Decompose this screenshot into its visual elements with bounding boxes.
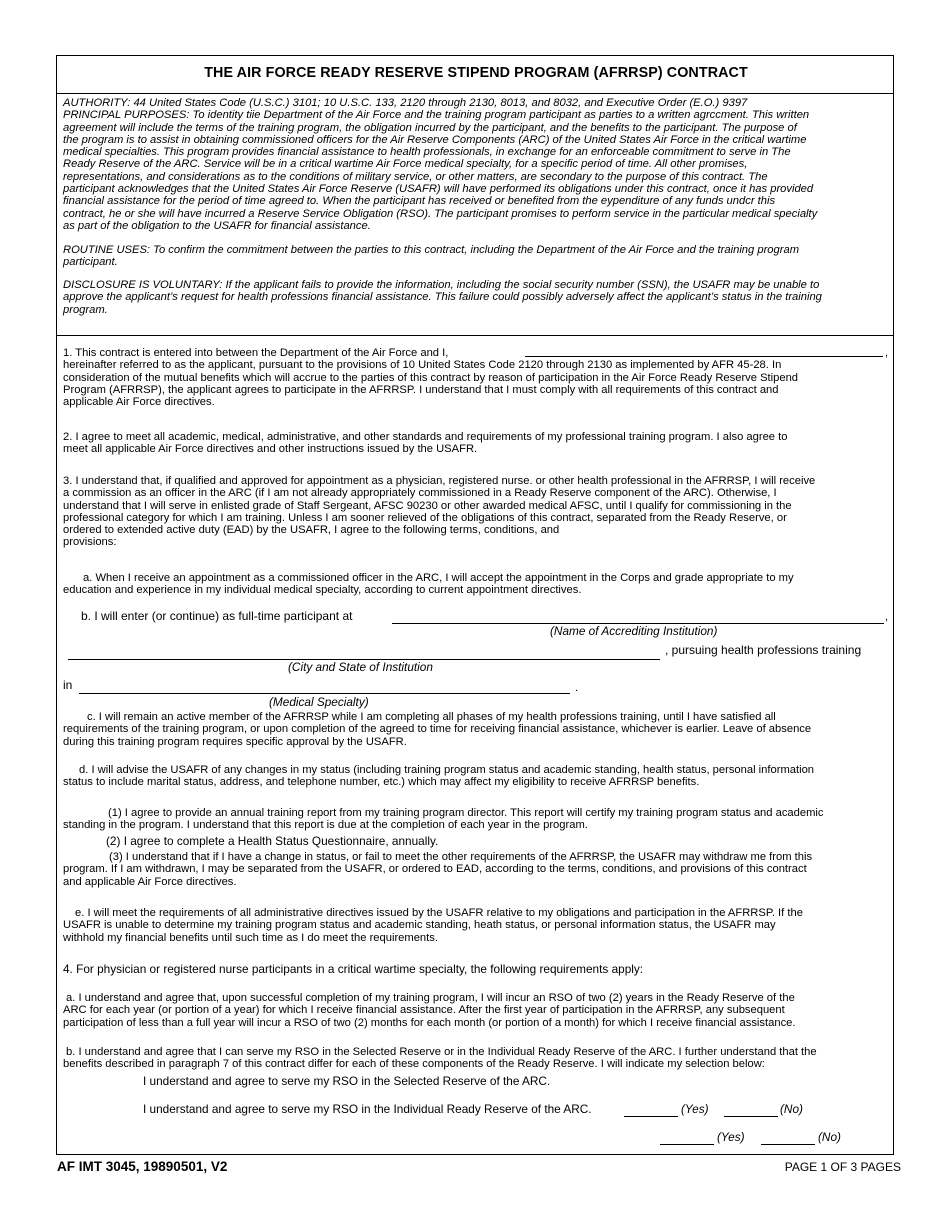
text-line: meet all applicable Air Force directives and other instructions issued by the USAFR. — [63, 443, 478, 456]
contract-form — [56, 55, 894, 1155]
text-line: during this training program requires specific approval by the USAFR. — [63, 735, 407, 748]
form-id: AF IMT 3045, 19890501, V2 — [57, 1159, 228, 1174]
option2-yes-field[interactable] — [660, 1144, 714, 1145]
in-label: in — [63, 678, 73, 692]
text-line: requirements of the training program, or upon completion of the agreed to time for receiving financial assistance, whichever is earlier. Leave of absence — [63, 723, 812, 736]
specialty-period: . — [575, 682, 579, 694]
text-line: 3. I understand that, if qualified and approved for appointment as a physician, registered nurse. or other health professional in the AFRRSP, I will receive — [63, 475, 816, 487]
paragraph-3c — [63, 711, 811, 748]
text-line: benefits described in paragraph 7 of this contract differ for each of these components of the Ready Reserve. I will indicate my selection below: — [63, 1058, 765, 1071]
specialty-caption: (Medical Specialty) — [269, 695, 369, 709]
text-line: contract, he or she will have incurred a Reserve Service Obligation (RSO). The participant promises to perform service in the particular medical specialty — [63, 207, 818, 220]
text-line: c. I will remain an active member of the AFRRSP while I am completing all phases of my health professions training, until I have satisfied all — [87, 711, 776, 723]
paragraph-3e — [63, 907, 803, 944]
paragraph-3d — [63, 764, 814, 789]
option-individual-reserve: I understand and agree to serve my RSO in the Individual Ready Reserve of the ARC. — [143, 1102, 592, 1116]
text-line: participant. — [63, 256, 118, 269]
text-line: consideration of the mutual benefits which will accrue to the parties of this contract by reason of participation in the Air Force Ready Reserve Stipend — [63, 371, 799, 384]
text-line: a. When I receive an appointment as a commissioned officer in the ARC, I will accept the appointment in the Corps and grade appropriate to my — [83, 572, 794, 584]
text-line: understand that I will serve in enlisted grade of Staff Sergeant, AFSC 90230 or other awarded medical AFSC, until I qualify for commissioning in the — [63, 499, 792, 512]
text-line: d. I will advise the USAFR of any changes in my status (including training program status and academic standing, health status, personal information — [79, 764, 815, 776]
option1-yes-label: (Yes) — [681, 1102, 709, 1116]
text-line: participation of less than a full year will incur a RSO of two (2) months for each month (or portion of a month) for which I receive financial assistance. — [63, 1016, 796, 1029]
text-line: the program is to assist in obtaining commissioned officers for the Air Reserve Components (ARC) of the United States Air Force in the critical wartime — [63, 133, 807, 146]
text-line: withhold my financial benefits until such time as I do meet the requirements. — [63, 931, 438, 944]
option1-no-field[interactable] — [724, 1116, 778, 1117]
medical-specialty-field[interactable] — [79, 693, 570, 694]
pursuing-text: , pursuing health professions training — [665, 643, 862, 657]
paragraph-3a — [63, 572, 794, 597]
text-line: applicable Air Force directives. — [63, 396, 215, 409]
text-line: financial assistance for the period of time agreed to. When the participant has received or benefited from the eypenditure of any funds undcr this — [63, 195, 776, 208]
text-line: a. I understand and agree that, upon successful completion of my training program, I will incur an RSO of two (2) years in the Ready Reserve of the — [66, 992, 795, 1004]
paragraph-4: 4. For physician or registered nurse participants in a critical wartime specialty, the following requirements apply: — [63, 962, 644, 976]
paragraph-4a — [63, 992, 796, 1029]
text-line: USAFR is unable to determine my training program status and academic standing, heath status, or personal information status, the USAFR may — [63, 919, 776, 932]
paragraph-3d3 — [63, 851, 812, 888]
paragraph-3 — [63, 475, 815, 549]
privacy-divider — [57, 335, 893, 336]
text-line: Program (AFRRSP), the applicant agrees to participate in the AFRRSP. I understand that I must comply with all requirements of this contract and — [63, 383, 779, 396]
text-line: PRINCIPAL PURPOSES: To identity tiie Department of the Air Force and the training program participant as parties to a written agrccment. This written — [63, 109, 810, 122]
text-line: a commission as an officer in the ARC (if I am not already appropriately commissioned in a Ready Reserve component of the ARC). Otherwise, I — [63, 487, 777, 500]
option2-yes-label: (Yes) — [717, 1130, 745, 1144]
option1-no-label: (No) — [780, 1102, 803, 1116]
paragraph-3d2: (2) I agree to complete a Health Status Questionnaire, annually. — [106, 834, 439, 848]
text-line: and applicable Air Force directives. — [63, 875, 237, 888]
text-line: (1) I agree to provide an annual training report from my training program director. This report will certify my training program status and academic — [108, 807, 824, 819]
text-line: ARC for each year (or portion of a year) for which I receive financial assistance. After the first year of participation in the AFRRSP, any subsequent — [63, 1004, 785, 1017]
paragraph-2 — [63, 431, 787, 456]
text-line: AUTHORITY: 44 United States Code (U.S.C.) 3101; 10 U.S.C. 133, 2120 through 2130, 8013, and 8032, and Executive Order (E.O.) 9397 — [63, 97, 748, 109]
applicant-name-field[interactable] — [525, 356, 883, 357]
text-line: 2. I agree to meet all academic, medical, administrative, and other standards and requirements of my professional training program. I also agree to — [63, 431, 788, 443]
text-line: hereinafter referred to as the applicant, pursuant to the provisions of 10 United States Code 2120 through 2130 as implemented by AFR 45-28. In — [63, 359, 782, 372]
text-line: ROUTINE USES: To confirm the commitment between the parties to this contract, including the Department of the Air Force and the training program — [63, 244, 800, 256]
page-number: PAGE 1 OF 3 PAGES — [784, 1160, 901, 1174]
option1-yes-field[interactable] — [624, 1116, 678, 1117]
option2-no-label: (No) — [818, 1130, 841, 1144]
text-line: 1. This contract is entered into between the Department of the Air Force and I, — [63, 347, 449, 359]
text-line: agreement will include the terms of the training program, the obligation incurred by the participant, and the benefits to the participant. The purpose of — [63, 121, 797, 134]
title-divider — [57, 93, 893, 94]
text-line: ordered to extended active duty (EAD) by the USAFR, I agree to the following terms, conditions, and — [63, 524, 560, 537]
text-line: e. I will meet the requirements of all administrative directives issued by the USAFR relative to my obligations and participation in the AFRRSP. If the — [75, 907, 803, 919]
institution-caption: (Name of Accrediting Institution) — [550, 624, 718, 638]
text-line: standing in the program. I understand that this report is due at the completion of each year in the program. — [63, 819, 588, 832]
institution-comma: , — [885, 611, 889, 623]
paragraph-3d1 — [63, 807, 824, 832]
option2-no-field[interactable] — [761, 1144, 815, 1145]
text-line: professional category for which I am training. Unless I am sooner relieved of the obligations of this contract, separated from the Ready Reserve, or — [63, 511, 787, 524]
text-line: as part of the obligation to the USAFR for financial assistance. — [63, 219, 371, 232]
text-line: participant acknowledges that the United States Air Force Reserve (USAFR) will have performed its obligations under this contract, once it has provided — [63, 183, 814, 196]
form-title: THE AIR FORCE READY RESERVE STIPEND PROGRAM (AFRRSP) CONTRACT — [204, 65, 748, 81]
text-line: b. I understand and agree that I can serve my RSO in the Selected Reserve or in the Individual Ready Reserve of the ARC. I further understand that the — [66, 1046, 817, 1058]
paragraph-4b — [63, 1046, 817, 1071]
paragraph-3b-lead: b. I will enter (or continue) as full-time participant at — [81, 609, 353, 623]
text-line: status to include marital status, address, and telephone number, etc.) which may affect my eligibility to receive AFRRSP benefits. — [63, 776, 700, 789]
option-selected-reserve: I understand and agree to serve my RSO in the Selected Reserve of the ARC. — [143, 1074, 551, 1088]
privacy-disclosure — [63, 279, 822, 316]
text-line: (3) I understand that if I have a change in status, or fail to meet the other requirements of the AFRRSP, the USAFR may withdraw me from this — [109, 851, 813, 863]
privacy-authority-lines — [63, 97, 817, 232]
text-line: medical specialties. This program provides financial assistance to health professionals, in exchange for an enforceable commitment to serve in The — [63, 146, 791, 159]
name-comma: , — [885, 347, 889, 359]
text-line: approve the applicant’s request for health professions financial assistance. This failure could possibly adversely affect the applicant’s status in the training — [63, 291, 822, 304]
text-line: representations, and considerations as to the conditions of military service, or other matters, are secondary to the purpose of this contract. The — [63, 170, 768, 183]
text-line: DISCLOSURE IS VOLUNTARY: If the applicant fails to provide the information, including the social security number (SSN), the USAFR may be unable to — [63, 279, 820, 291]
text-line: program. If I am withdrawn, I may be separated from the USAFR, or ordered to EAD, according to the terms, conditions, and provisions of this contract — [63, 863, 807, 876]
privacy-routine-uses — [63, 244, 799, 269]
city-caption: (City and State of Institution — [288, 660, 433, 674]
text-line: program. — [63, 303, 108, 316]
text-line: education and experience in my individual medical specialty, according to current appointment directives. — [63, 584, 582, 597]
text-line: Ready Reserve of the ARC. Service will be in a critical wartime Air Force medical specialty, for a specific period of time. All other promises, — [63, 158, 748, 171]
text-line: provisions: — [63, 536, 117, 549]
